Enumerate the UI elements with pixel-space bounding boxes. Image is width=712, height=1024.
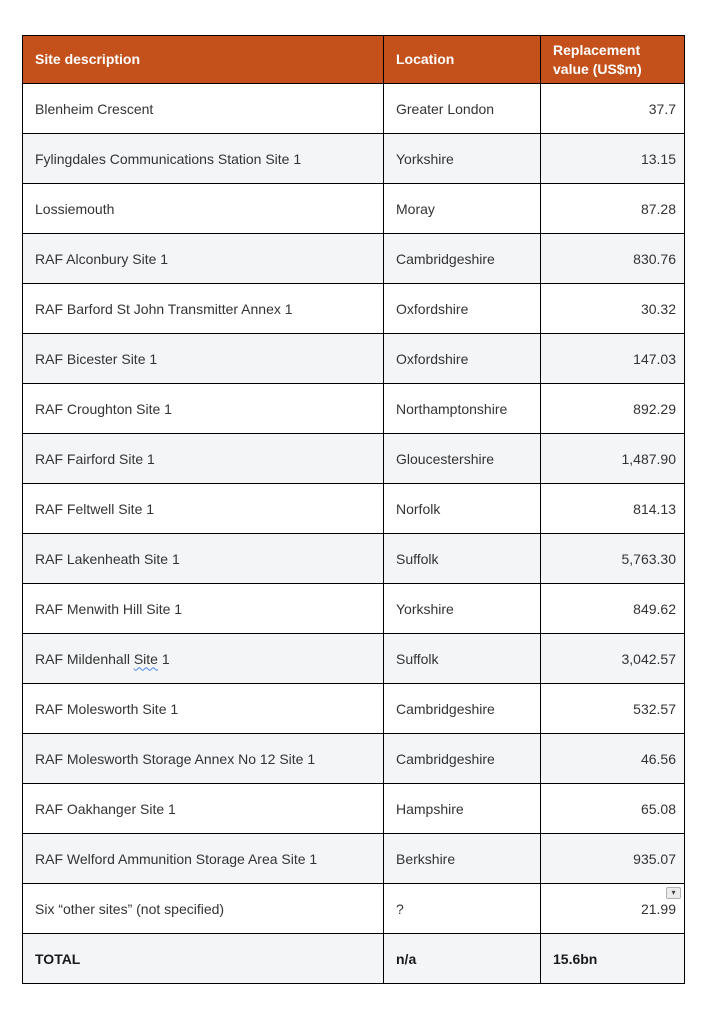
location-cell: Norfolk [384,484,541,534]
value-cell: 892.29 [541,384,685,434]
location-cell: Greater London [384,84,541,134]
table-row [23,784,685,834]
value-cell: 814.13 [541,484,685,534]
site-cell: RAF Molesworth Storage Annex No 12 Site 1 [23,734,384,784]
table-row [23,184,685,234]
table-row [23,334,685,384]
value-cell: 3,042.57 [541,634,685,684]
table-row [23,434,685,484]
location-cell: Moray [384,184,541,234]
site-cell: RAF Barford St John Transmitter Annex 1 [23,284,384,334]
site-cell: RAF Menwith Hill Site 1 [23,584,384,634]
value-cell: 87.28 [541,184,685,234]
value-cell: 532.57 [541,684,685,734]
location-cell: Suffolk [384,534,541,584]
site-cell: RAF Alconbury Site 1 [23,234,384,284]
location-cell: Yorkshire [384,134,541,184]
location-cell: Hampshire [384,784,541,834]
site-cell: RAF Welford Ammunition Storage Area Site 1 [23,834,384,884]
site-cell [23,634,384,684]
value-cell: 13.15 [541,134,685,184]
table-row [23,734,685,784]
site-cell: RAF Bicester Site 1 [23,334,384,384]
location-cell: Cambridgeshire [384,684,541,734]
table-row [23,384,685,434]
site-cell: Blenheim Crescent [23,84,384,134]
value-cell: 849.62 [541,584,685,634]
column-header-location: Location [384,36,541,84]
site-cell: RAF Oakhanger Site 1 [23,784,384,834]
table-body [23,84,685,984]
table-header [23,36,685,84]
table-row [23,884,685,934]
location-cell: Oxfordshire [384,334,541,384]
location-cell: Suffolk [384,634,541,684]
table-row [23,584,685,634]
header-row [23,36,685,84]
site-cell: RAF Croughton Site 1 [23,384,384,434]
location-cell: Cambridgeshire [384,234,541,284]
table-row [23,634,685,684]
table-row [23,484,685,534]
location-cell: Northamptonshire [384,384,541,434]
total-value-cell: 15.6bn [541,934,685,984]
column-header-site-description: Site description [23,36,384,84]
value-cell: 46.56 [541,734,685,784]
dropdown-marker-icon[interactable]: ▾ [666,887,681,899]
site-cell: RAF Molesworth Site 1 [23,684,384,734]
location-cell: Oxfordshire [384,284,541,334]
table-row [23,84,685,134]
location-cell: ? [384,884,541,934]
value-cell: 1,487.90 [541,434,685,484]
site-text: 1 [157,650,170,667]
table-row [23,284,685,334]
value-cell: 65.08 [541,784,685,834]
total-label-cell: TOTAL [23,934,384,984]
spellcheck-underlined-word: Site [133,650,158,667]
location-cell: Cambridgeshire [384,734,541,784]
location-cell: Berkshire [384,834,541,884]
location-cell: Yorkshire [384,584,541,634]
site-text: RAF Mildenhall [35,650,134,667]
site-cell: RAF Fairford Site 1 [23,434,384,484]
value-cell: 935.07 [541,834,685,884]
location-cell: Gloucestershire [384,434,541,484]
value-cell: 30.32 [541,284,685,334]
value-cell: 147.03 [541,334,685,384]
site-cell: RAF Lakenheath Site 1 [23,534,384,584]
table-row [23,534,685,584]
table-row [23,684,685,734]
value-cell [541,884,685,934]
replacement-value-table [22,35,685,984]
value-cell: 830.76 [541,234,685,284]
table-row [23,234,685,284]
value-cell: 37.7 [541,84,685,134]
column-header-replacement-value: Replacement value (US$m) [541,36,685,84]
table-row [23,134,685,184]
site-cell: RAF Feltwell Site 1 [23,484,384,534]
site-cell: Lossiemouth [23,184,384,234]
site-cell: Fylingdales Communications Station Site 1 [23,134,384,184]
value-text: 21.99 [640,900,676,917]
site-cell: Six “other sites” (not specified) [23,884,384,934]
table-row [23,834,685,884]
total-row [23,934,685,984]
value-cell: 5,763.30 [541,534,685,584]
total-location-cell: n/a [384,934,541,984]
